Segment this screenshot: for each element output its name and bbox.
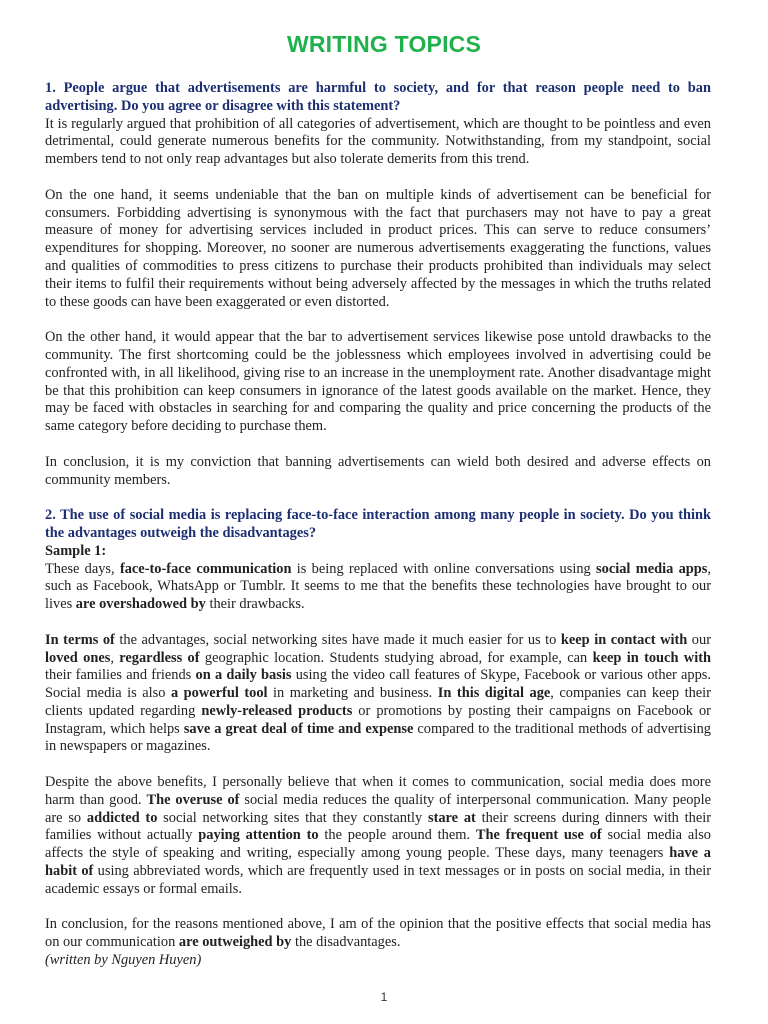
text-run: the disadvantages. xyxy=(291,934,401,951)
topic2-paragraph-3 xyxy=(45,774,711,899)
bold-phrase: have a habit of xyxy=(45,845,711,880)
text-run: using abbreviated words, which are frequently used in text messages or in posts on social media, in their academic essays or formal emails. xyxy=(45,863,711,897)
bold-phrase: social media apps xyxy=(596,560,708,577)
bold-phrase: addicted to xyxy=(86,809,158,826)
topic1-paragraph-2: On the one hand, it seems undeniable that the ban on multiple kinds of advertisement can be beneficial for consumers. Forbidding advertising is synonymous with the fact that purchasers may not have to pay a great measure of money for advertising services included in product prices. This can serve to reduce consumers’ expenditures for shopping. Moreover, no sooner are numerous advertisements exaggerating the functions, values and qualities of commodities to press citizens to purchase their products prohibited than individuals may select their items to fulfil their requirements without being adversely affected by the messages in which the truths related to these goods can have been exaggerated or even distorted. xyxy=(45,186,711,310)
topic2-paragraph-4 xyxy=(45,916,711,952)
text-run: , such as Facebook, WhatsApp or Tumblr. It seems to me that the benefits these technologies have brought to our lives xyxy=(45,560,711,613)
document-body xyxy=(45,80,711,970)
page-title: WRITING TOPICS xyxy=(286,31,482,57)
topic1-paragraph-3: On the other hand, it would appear that the bar to advertisement services likewise pose untold drawbacks to the community. The first shortcoming could be the joblessness which employees involved in advertising could be confronted with, in all likelihood, giving rise to an increase in the unemployment rate. Another disadvantage might be that this prohibition can keep consumers in ignorance of the latest goods available on the market. Hence, they may be faced with obstacles in searching for and comparing the quality and price concerning the products of the same category before deciding to purchase them. xyxy=(45,329,711,435)
bold-phrase: are overshadowed by xyxy=(75,596,206,613)
text-run: geographic location. Students studying abroad, for example, can xyxy=(199,649,593,666)
bold-phrase: In this digital age xyxy=(437,685,551,702)
bold-phrase: loved ones xyxy=(45,649,111,666)
text-run: in marketing and business. xyxy=(267,685,438,702)
bold-phrase: stare at xyxy=(427,809,476,826)
page-number: 1 xyxy=(380,990,388,1004)
topic2-paragraph-2 xyxy=(45,632,711,757)
text-run: their families and friends xyxy=(45,667,196,684)
bold-phrase: a powerful tool xyxy=(170,685,268,702)
text-run: is being replaced with online conversations using xyxy=(291,560,597,577)
bold-phrase: face-to-face communication xyxy=(119,560,292,577)
topic2-paragraph-1 xyxy=(45,561,711,614)
bold-phrase: save a great deal of time and expense xyxy=(183,720,414,737)
bold-phrase: on a daily basis xyxy=(195,667,292,684)
text-run: compared to the traditional methods of advertising in newspapers or magazines. xyxy=(45,720,711,755)
text-run: their drawbacks. xyxy=(205,596,305,613)
bold-phrase: regardless of xyxy=(119,649,200,666)
text-run: , xyxy=(110,649,120,666)
bold-phrase: keep in contact with xyxy=(560,631,688,648)
text-run: social media reduces the quality of interpersonal communication. Many people are so xyxy=(45,791,711,826)
bold-phrase: newly-released products xyxy=(201,702,353,719)
topic1-paragraph-1: It is regularly argued that prohibition of all categories of advertisement, which are thought to be pointless and even detrimental, could generate numerous benefits for the community. Notwithstanding, from my standpoint, social members tend to not only reap advantages but also tolerate demerits from this trend. xyxy=(45,115,711,168)
topic1-paragraph-4: In conclusion, it is my conviction that banning advertisements can wield both desired and adverse effects on community members. xyxy=(45,453,711,488)
text-run: their screens during dinners with their families without actually xyxy=(45,809,712,844)
topic2-sample-label: Sample 1: xyxy=(45,542,107,559)
topic1-question: 1. People argue that advertisements are harmful to society, and for that reason people need to ban advertising. Do you agree or disagree with this statement? xyxy=(45,80,711,114)
text-run: or promotions by posting their campaigns on Facebook or Instagram, which helps xyxy=(45,702,711,737)
text-run: our xyxy=(687,631,711,648)
bold-phrase: keep in touch with xyxy=(592,649,711,666)
text-run: the advantages, social networking sites have made it much easier for us to xyxy=(114,631,561,648)
bold-phrase: are outweighed by xyxy=(178,934,292,951)
text-run: Despite the above benefits, I personally believe that when it comes to communication, social media does more harm than good. xyxy=(45,774,711,808)
text-run: These days, xyxy=(45,560,120,577)
bold-phrase: paying attention to xyxy=(198,827,319,844)
text-run: , companies can keep their clients updated regarding xyxy=(45,685,711,719)
bold-phrase: The frequent use of xyxy=(475,827,602,844)
text-run: the people around them. xyxy=(318,827,476,844)
topic2-author: (written by Nguyen Huyen) xyxy=(45,952,202,969)
bold-phrase: The overuse of xyxy=(146,791,240,808)
text-run: social media also affects the style of speaking and writing, especially among young people. These days, many teenagers xyxy=(45,827,711,862)
topic2-question: 2. The use of social media is replacing face-to-face interaction among many people in society. Do you think the advantages outweigh the disadvantages? xyxy=(45,507,711,541)
text-run: social networking sites that they constantly xyxy=(157,809,428,826)
bold-phrase: In terms of xyxy=(45,631,115,648)
text-run: using the video call features of Skype, Facebook or various other apps. Social media is also xyxy=(45,667,712,702)
text-run: In conclusion, for the reasons mentioned above, I am of the opinion that the positive effects that social media has on our communication xyxy=(45,916,711,951)
